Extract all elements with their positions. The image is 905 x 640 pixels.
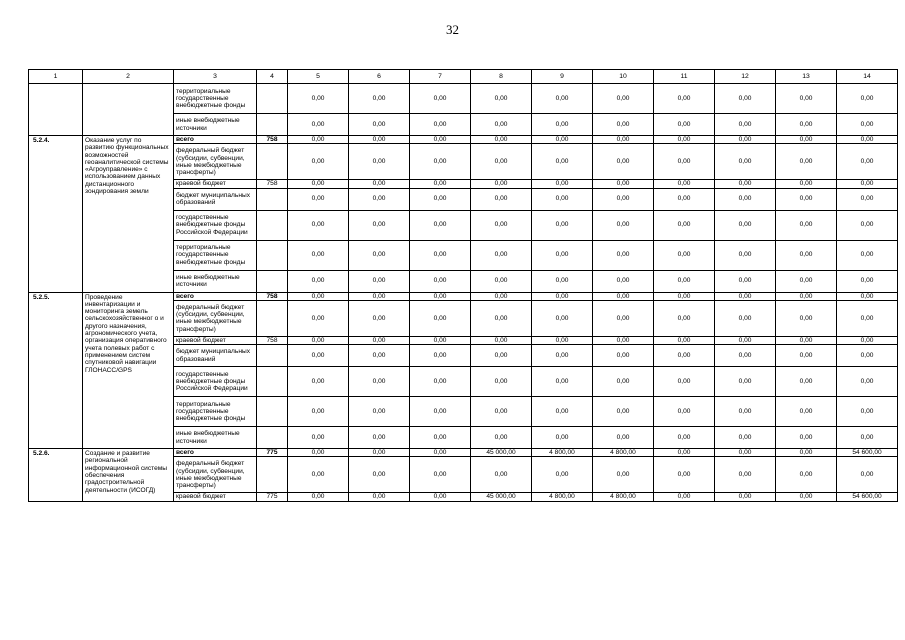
value-cell: 0,00 bbox=[471, 84, 532, 114]
value-cell: 0,00 bbox=[471, 292, 532, 300]
value-cell: 0,00 bbox=[471, 144, 532, 180]
value-cell: 0,00 bbox=[410, 210, 471, 240]
budget-code bbox=[257, 427, 288, 449]
funding-source: иные внебюджетные источники bbox=[174, 427, 257, 449]
value-cell: 0,00 bbox=[471, 210, 532, 240]
value-cell: 0,00 bbox=[349, 367, 410, 397]
value-cell: 0,00 bbox=[837, 270, 898, 292]
section-title: Проведение инвентаризации и мониторинга земель сельскохозяйственног о и другого назначения, агрономического учета, организация оперативного учета полевых работ с применением систем спутниковой навигации ГЛОНАСС/GPS bbox=[83, 292, 174, 449]
value-cell: 0,00 bbox=[471, 240, 532, 270]
value-cell: 0,00 bbox=[410, 457, 471, 493]
budget-code bbox=[257, 240, 288, 270]
budget-code bbox=[257, 210, 288, 240]
value-cell: 0,00 bbox=[593, 180, 654, 188]
value-cell: 0,00 bbox=[349, 210, 410, 240]
section-code: 5.2.4. bbox=[29, 136, 83, 293]
value-cell: 0,00 bbox=[532, 270, 593, 292]
value-cell: 0,00 bbox=[837, 292, 898, 300]
value-cell: 4 800,00 bbox=[532, 449, 593, 457]
value-cell: 0,00 bbox=[410, 345, 471, 367]
value-cell: 0,00 bbox=[471, 136, 532, 144]
table-row bbox=[29, 136, 898, 144]
value-cell: 0,00 bbox=[532, 292, 593, 300]
column-header: 12 bbox=[715, 70, 776, 84]
header-row bbox=[29, 70, 898, 84]
value-cell: 0,00 bbox=[715, 457, 776, 493]
value-cell: 0,00 bbox=[837, 114, 898, 136]
column-header: 11 bbox=[654, 70, 715, 84]
value-cell: 0,00 bbox=[410, 188, 471, 210]
value-cell: 0,00 bbox=[410, 427, 471, 449]
value-cell: 0,00 bbox=[410, 367, 471, 397]
value-cell: 0,00 bbox=[654, 427, 715, 449]
value-cell: 0,00 bbox=[715, 292, 776, 300]
value-cell: 0,00 bbox=[776, 114, 837, 136]
column-header: 4 bbox=[257, 70, 288, 84]
funding-source: территориальные государственные внебюджетные фонды bbox=[174, 240, 257, 270]
budget-code bbox=[257, 457, 288, 493]
column-header: 9 bbox=[532, 70, 593, 84]
value-cell: 0,00 bbox=[837, 397, 898, 427]
value-cell: 0,00 bbox=[654, 493, 715, 501]
value-cell: 0,00 bbox=[410, 449, 471, 457]
value-cell: 0,00 bbox=[776, 427, 837, 449]
table-row bbox=[29, 449, 898, 457]
value-cell: 0,00 bbox=[654, 367, 715, 397]
value-cell: 0,00 bbox=[410, 336, 471, 344]
value-cell: 0,00 bbox=[776, 345, 837, 367]
value-cell: 0,00 bbox=[410, 180, 471, 188]
value-cell: 0,00 bbox=[654, 270, 715, 292]
value-cell: 0,00 bbox=[288, 397, 349, 427]
value-cell: 0,00 bbox=[410, 397, 471, 427]
value-cell: 0,00 bbox=[715, 136, 776, 144]
funding-source: всего bbox=[174, 292, 257, 300]
value-cell: 0,00 bbox=[349, 114, 410, 136]
column-header: 1 bbox=[29, 70, 83, 84]
value-cell: 0,00 bbox=[776, 300, 837, 336]
value-cell: 0,00 bbox=[654, 457, 715, 493]
value-cell: 0,00 bbox=[410, 144, 471, 180]
value-cell: 0,00 bbox=[776, 457, 837, 493]
budget-code bbox=[257, 144, 288, 180]
value-cell: 0,00 bbox=[776, 144, 837, 180]
value-cell: 0,00 bbox=[715, 345, 776, 367]
value-cell: 0,00 bbox=[837, 345, 898, 367]
value-cell: 0,00 bbox=[837, 188, 898, 210]
value-cell: 0,00 bbox=[837, 336, 898, 344]
value-cell: 0,00 bbox=[654, 114, 715, 136]
value-cell: 0,00 bbox=[288, 136, 349, 144]
funding-source: государственные внебюджетные фонды Российской Федерации bbox=[174, 367, 257, 397]
value-cell: 0,00 bbox=[593, 114, 654, 136]
page-number: 32 bbox=[446, 22, 459, 37]
value-cell: 0,00 bbox=[288, 144, 349, 180]
section-code-empty bbox=[29, 84, 83, 136]
value-cell: 0,00 bbox=[288, 427, 349, 449]
value-cell: 0,00 bbox=[593, 427, 654, 449]
budget-code: 758 bbox=[257, 292, 288, 300]
value-cell: 0,00 bbox=[654, 210, 715, 240]
value-cell: 0,00 bbox=[532, 300, 593, 336]
section-code: 5.2.5. bbox=[29, 292, 83, 449]
value-cell: 0,00 bbox=[288, 345, 349, 367]
funding-source: территориальные государственные внебюджетные фонды bbox=[174, 84, 257, 114]
value-cell: 0,00 bbox=[837, 427, 898, 449]
value-cell: 0,00 bbox=[410, 292, 471, 300]
value-cell: 0,00 bbox=[654, 188, 715, 210]
value-cell: 0,00 bbox=[288, 457, 349, 493]
funding-source: федеральный бюджет (субсидии, субвенции, иные межбюджетные трансферты) bbox=[174, 457, 257, 493]
value-cell: 0,00 bbox=[349, 240, 410, 270]
section-title-empty bbox=[83, 84, 174, 136]
budget-code bbox=[257, 367, 288, 397]
value-cell: 0,00 bbox=[776, 210, 837, 240]
value-cell: 0,00 bbox=[349, 300, 410, 336]
funding-source: краевой бюджет bbox=[174, 180, 257, 188]
value-cell: 0,00 bbox=[410, 136, 471, 144]
value-cell: 0,00 bbox=[410, 493, 471, 501]
value-cell: 54 600,00 bbox=[837, 493, 898, 501]
value-cell: 0,00 bbox=[593, 300, 654, 336]
column-header: 6 bbox=[349, 70, 410, 84]
value-cell: 0,00 bbox=[837, 136, 898, 144]
value-cell: 0,00 bbox=[471, 345, 532, 367]
value-cell: 0,00 bbox=[715, 336, 776, 344]
table-row bbox=[29, 292, 898, 300]
section-title: Создание и развитие региональной информационной системы обеспечения градостроительной деятельности (ИСОГД) bbox=[83, 449, 174, 502]
value-cell: 0,00 bbox=[776, 188, 837, 210]
value-cell: 0,00 bbox=[410, 114, 471, 136]
value-cell: 0,00 bbox=[593, 336, 654, 344]
value-cell: 0,00 bbox=[532, 345, 593, 367]
funding-source: иные внебюджетные источники bbox=[174, 270, 257, 292]
value-cell: 0,00 bbox=[288, 300, 349, 336]
budget-code bbox=[257, 300, 288, 336]
column-header: 10 bbox=[593, 70, 654, 84]
column-header: 8 bbox=[471, 70, 532, 84]
value-cell: 0,00 bbox=[776, 136, 837, 144]
value-cell: 0,00 bbox=[349, 270, 410, 292]
value-cell: 0,00 bbox=[532, 188, 593, 210]
value-cell: 0,00 bbox=[532, 457, 593, 493]
value-cell: 0,00 bbox=[654, 84, 715, 114]
value-cell: 0,00 bbox=[776, 397, 837, 427]
funding-source: иные внебюджетные источники bbox=[174, 114, 257, 136]
value-cell: 0,00 bbox=[288, 270, 349, 292]
value-cell: 0,00 bbox=[471, 270, 532, 292]
column-header: 14 bbox=[837, 70, 898, 84]
value-cell: 0,00 bbox=[837, 180, 898, 188]
value-cell: 0,00 bbox=[837, 300, 898, 336]
funding-source: краевой бюджет bbox=[174, 493, 257, 501]
value-cell: 0,00 bbox=[349, 457, 410, 493]
value-cell: 0,00 bbox=[288, 210, 349, 240]
value-cell: 0,00 bbox=[471, 397, 532, 427]
value-cell: 54 600,00 bbox=[837, 449, 898, 457]
value-cell: 0,00 bbox=[532, 397, 593, 427]
value-cell: 0,00 bbox=[776, 84, 837, 114]
value-cell: 0,00 bbox=[471, 114, 532, 136]
value-cell: 0,00 bbox=[471, 300, 532, 336]
value-cell: 0,00 bbox=[776, 180, 837, 188]
value-cell: 0,00 bbox=[837, 210, 898, 240]
value-cell: 0,00 bbox=[288, 336, 349, 344]
value-cell: 0,00 bbox=[532, 136, 593, 144]
value-cell: 0,00 bbox=[593, 292, 654, 300]
value-cell: 0,00 bbox=[715, 210, 776, 240]
value-cell: 0,00 bbox=[471, 180, 532, 188]
value-cell: 0,00 bbox=[410, 270, 471, 292]
value-cell: 0,00 bbox=[715, 240, 776, 270]
value-cell: 4 800,00 bbox=[593, 493, 654, 501]
value-cell: 0,00 bbox=[776, 336, 837, 344]
value-cell: 0,00 bbox=[288, 84, 349, 114]
value-cell: 0,00 bbox=[349, 493, 410, 501]
value-cell: 0,00 bbox=[715, 449, 776, 457]
value-cell: 0,00 bbox=[715, 180, 776, 188]
value-cell: 0,00 bbox=[288, 240, 349, 270]
table-row bbox=[29, 84, 898, 114]
budget-code bbox=[257, 345, 288, 367]
funding-source: бюджет муниципальных образований bbox=[174, 188, 257, 210]
value-cell: 0,00 bbox=[715, 144, 776, 180]
value-cell: 0,00 bbox=[654, 144, 715, 180]
value-cell: 0,00 bbox=[776, 240, 837, 270]
value-cell: 0,00 bbox=[654, 292, 715, 300]
value-cell: 0,00 bbox=[593, 84, 654, 114]
value-cell: 0,00 bbox=[349, 188, 410, 210]
value-cell: 0,00 bbox=[593, 136, 654, 144]
value-cell: 0,00 bbox=[715, 397, 776, 427]
column-header: 3 bbox=[174, 70, 257, 84]
value-cell: 0,00 bbox=[288, 493, 349, 501]
value-cell: 0,00 bbox=[593, 367, 654, 397]
funding-source: всего bbox=[174, 449, 257, 457]
value-cell: 0,00 bbox=[715, 188, 776, 210]
budget-code bbox=[257, 84, 288, 114]
value-cell: 0,00 bbox=[837, 84, 898, 114]
value-cell: 0,00 bbox=[532, 114, 593, 136]
value-cell: 0,00 bbox=[715, 114, 776, 136]
value-cell: 0,00 bbox=[654, 136, 715, 144]
value-cell: 0,00 bbox=[837, 457, 898, 493]
value-cell: 0,00 bbox=[593, 240, 654, 270]
value-cell: 0,00 bbox=[288, 114, 349, 136]
value-cell: 0,00 bbox=[776, 449, 837, 457]
value-cell: 0,00 bbox=[532, 210, 593, 240]
value-cell: 0,00 bbox=[654, 345, 715, 367]
value-cell: 0,00 bbox=[471, 367, 532, 397]
value-cell: 0,00 bbox=[349, 345, 410, 367]
section-title: Оказание услуг по развитию функциональных возможностей геоаналитической системы «Агроуправление» с использованием данных дистанционного зондирования земли bbox=[83, 136, 174, 293]
value-cell: 0,00 bbox=[410, 84, 471, 114]
value-cell: 0,00 bbox=[593, 270, 654, 292]
value-cell: 0,00 bbox=[532, 427, 593, 449]
value-cell: 0,00 bbox=[654, 397, 715, 427]
value-cell: 0,00 bbox=[410, 300, 471, 336]
value-cell: 0,00 bbox=[715, 84, 776, 114]
value-cell: 0,00 bbox=[532, 240, 593, 270]
value-cell: 0,00 bbox=[349, 180, 410, 188]
value-cell: 0,00 bbox=[654, 449, 715, 457]
value-cell: 0,00 bbox=[349, 336, 410, 344]
funding-source: всего bbox=[174, 136, 257, 144]
value-cell: 0,00 bbox=[471, 336, 532, 344]
value-cell: 0,00 bbox=[593, 210, 654, 240]
value-cell: 0,00 bbox=[288, 449, 349, 457]
value-cell: 0,00 bbox=[715, 493, 776, 501]
budget-code bbox=[257, 114, 288, 136]
value-cell: 0,00 bbox=[471, 427, 532, 449]
value-cell: 0,00 bbox=[837, 240, 898, 270]
value-cell: 4 800,00 bbox=[532, 493, 593, 501]
budget-code: 775 bbox=[257, 449, 288, 457]
value-cell: 0,00 bbox=[532, 367, 593, 397]
value-cell: 4 800,00 bbox=[593, 449, 654, 457]
value-cell: 45 000,00 bbox=[471, 493, 532, 501]
budget-code bbox=[257, 270, 288, 292]
section-code: 5.2.6. bbox=[29, 449, 83, 502]
value-cell: 0,00 bbox=[593, 345, 654, 367]
value-cell: 0,00 bbox=[654, 180, 715, 188]
value-cell: 0,00 bbox=[593, 188, 654, 210]
value-cell: 0,00 bbox=[288, 180, 349, 188]
column-header: 7 bbox=[410, 70, 471, 84]
column-header: 2 bbox=[83, 70, 174, 84]
funding-source: федеральный бюджет (субсидии, субвенции, иные межбюджетные трансферты) bbox=[174, 300, 257, 336]
value-cell: 0,00 bbox=[471, 188, 532, 210]
value-cell: 0,00 bbox=[654, 240, 715, 270]
value-cell: 0,00 bbox=[593, 144, 654, 180]
budget-code bbox=[257, 188, 288, 210]
funding-source: государственные внебюджетные фонды Российской Федерации bbox=[174, 210, 257, 240]
value-cell: 0,00 bbox=[837, 144, 898, 180]
value-cell: 0,00 bbox=[776, 493, 837, 501]
value-cell: 0,00 bbox=[532, 84, 593, 114]
value-cell: 0,00 bbox=[349, 449, 410, 457]
budget-code: 758 bbox=[257, 336, 288, 344]
value-cell: 0,00 bbox=[715, 367, 776, 397]
value-cell: 0,00 bbox=[349, 84, 410, 114]
value-cell: 0,00 bbox=[288, 367, 349, 397]
value-cell: 0,00 bbox=[349, 292, 410, 300]
funding-source: краевой бюджет bbox=[174, 336, 257, 344]
funding-source: бюджет муниципальных образований bbox=[174, 345, 257, 367]
value-cell: 0,00 bbox=[776, 292, 837, 300]
value-cell: 0,00 bbox=[715, 300, 776, 336]
value-cell: 0,00 bbox=[471, 457, 532, 493]
value-cell: 0,00 bbox=[837, 367, 898, 397]
budget-code: 775 bbox=[257, 493, 288, 501]
value-cell: 0,00 bbox=[776, 270, 837, 292]
value-cell: 0,00 bbox=[715, 427, 776, 449]
value-cell: 0,00 bbox=[349, 427, 410, 449]
value-cell: 0,00 bbox=[532, 336, 593, 344]
value-cell: 0,00 bbox=[776, 367, 837, 397]
column-header: 13 bbox=[776, 70, 837, 84]
budget-table bbox=[28, 69, 898, 502]
value-cell: 0,00 bbox=[654, 336, 715, 344]
value-cell: 0,00 bbox=[349, 397, 410, 427]
budget-code: 758 bbox=[257, 136, 288, 144]
value-cell: 0,00 bbox=[532, 180, 593, 188]
column-header: 5 bbox=[288, 70, 349, 84]
value-cell: 0,00 bbox=[593, 457, 654, 493]
value-cell: 0,00 bbox=[593, 397, 654, 427]
value-cell: 0,00 bbox=[654, 300, 715, 336]
funding-source: федеральный бюджет (субсидии, субвенции, иные межбюджетные трансферты) bbox=[174, 144, 257, 180]
funding-source: территориальные государственные внебюджетные фонды bbox=[174, 397, 257, 427]
budget-code: 758 bbox=[257, 180, 288, 188]
value-cell: 0,00 bbox=[715, 270, 776, 292]
value-cell: 0,00 bbox=[532, 144, 593, 180]
value-cell: 0,00 bbox=[349, 144, 410, 180]
value-cell: 0,00 bbox=[349, 136, 410, 144]
value-cell: 0,00 bbox=[288, 292, 349, 300]
value-cell: 45 000,00 bbox=[471, 449, 532, 457]
budget-code bbox=[257, 397, 288, 427]
value-cell: 0,00 bbox=[288, 188, 349, 210]
value-cell: 0,00 bbox=[410, 240, 471, 270]
